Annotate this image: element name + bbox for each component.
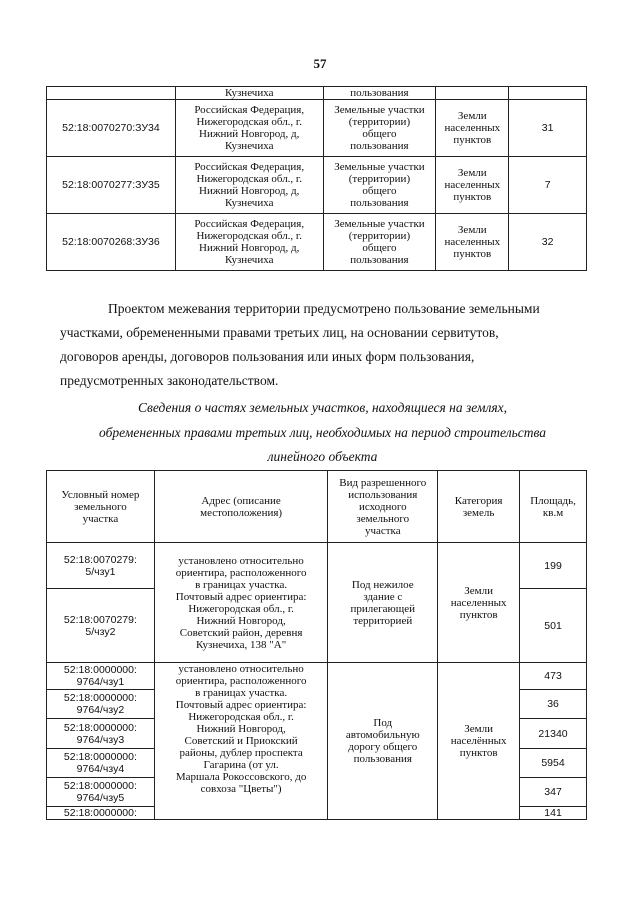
cell-cadastral-number: 52:18:0070268:ЗУ36 xyxy=(47,214,176,271)
cell-area: 141 xyxy=(520,807,587,820)
cell-address: Российская Федерация, Нижегородская обл., г. Нижний Новгород, д, Кузнечиха xyxy=(175,214,323,271)
cell-cadastral-number: 52:18:0000000: 9764/чзу1 xyxy=(47,663,155,690)
paragraph-line: Проектом межевания территории предусмотрено пользование земельными xyxy=(108,301,540,316)
header-land-category: Категория земель xyxy=(438,471,520,543)
cell-land-category: Земли населенных пунктов xyxy=(436,214,509,271)
cell-area: 501 xyxy=(520,589,587,663)
cell-permitted-use: пользования xyxy=(323,87,436,100)
cell-land-category: Земли населённых пунктов xyxy=(438,663,520,820)
cell-area: 347 xyxy=(520,778,587,807)
caption-line: линейного объекта xyxy=(267,449,378,464)
table-row xyxy=(47,157,587,214)
cell-cadastral-number: 52:18:0070270:ЗУ34 xyxy=(47,100,176,157)
cell-cadastral-number: 52:18:0000000: 9764/чзу3 xyxy=(47,719,155,749)
cell-permitted-use: Под нежилое здание с прилегающей территорией xyxy=(328,543,438,663)
cell-cadastral-number: 52:18:0000000: 9764/чзу5 xyxy=(47,778,155,807)
page-number: 57 xyxy=(313,56,327,71)
paragraph-line: предусмотренных законодательством. xyxy=(60,373,279,388)
cell-cadastral-number: 52:18:0070277:ЗУ35 xyxy=(47,157,176,214)
land-plots-table xyxy=(46,86,587,271)
cell-permitted-use: Под автомобильную дорогу общего пользования xyxy=(328,663,438,820)
cell-area: 473 xyxy=(520,663,587,690)
cell-area: 31 xyxy=(509,100,587,157)
cell-area: 199 xyxy=(520,543,587,589)
cell-area: 7 xyxy=(509,157,587,214)
paragraph-line: договоров аренды, договоров пользования или иных форм пользования, xyxy=(60,349,475,364)
cell-address: установлено относительно ориентира, расположенного в границах участка. Почтовый адрес ориентира: Нижегородская обл., г. Нижний Новгород, Советский район, деревня Кузнечиха, 138 "А" xyxy=(154,543,328,663)
cell-cadastral-number: 52:18:0000000: 9764/чзу4 xyxy=(47,749,155,778)
cell-address: Кузнечиха xyxy=(175,87,323,100)
paragraph-line: участками, обремененными правами третьих лиц, на основании сервитутов, xyxy=(60,325,499,340)
plot-parts-table xyxy=(46,470,587,820)
cell-permitted-use: Земельные участки (территории) общего пользования xyxy=(323,100,436,157)
cell-address: Российская Федерация, Нижегородская обл., г. Нижний Новгород, д, Кузнечиха xyxy=(175,157,323,214)
cell-cadastral-number: 52:18:0000000: 9764/чзу2 xyxy=(47,690,155,719)
cell-land-category xyxy=(436,87,509,100)
table-row xyxy=(47,214,587,271)
cell-area xyxy=(509,87,587,100)
header-area: Площадь, кв.м xyxy=(520,471,587,543)
header-address: Адрес (описание местоположения) xyxy=(154,471,328,543)
header-conditional-number: Условный номер земельного участка xyxy=(47,471,155,543)
cell-address: Российская Федерация, Нижегородская обл., г. Нижний Новгород, д, Кузнечиха xyxy=(175,100,323,157)
caption-line: Сведения о частях земельных участков, находящиеся на землях, xyxy=(137,400,508,415)
cell-land-category: Земли населенных пунктов xyxy=(436,100,509,157)
body-paragraph xyxy=(60,297,585,393)
table-row xyxy=(47,100,587,157)
cell-address: установлено относительно ориентира, расположенного в границах участка. Почтовый адрес ориентира: Нижегородская обл., г. Нижний Новгород, Советский и Приокский районы, дублер проспекта Гагарина (от ул. Маршала Рокоссовского, до совхоза "Цветы") xyxy=(154,663,328,820)
cell-permitted-use: Земельные участки (территории) общего пользования xyxy=(323,157,436,214)
header-permitted-use: Вид разрешенного использования исходного земельного участка xyxy=(328,471,438,543)
cell-area: 21340 xyxy=(520,719,587,749)
cell-land-category: Земли населенных пунктов xyxy=(436,157,509,214)
table-row xyxy=(47,87,587,100)
cell-area: 36 xyxy=(520,690,587,719)
cell-area: 32 xyxy=(509,214,587,271)
table-caption xyxy=(60,396,585,470)
cell-cadastral-number: 52:18:0070279: 5/чзу1 xyxy=(47,543,155,589)
cell-cadastral-number xyxy=(47,87,176,100)
cell-area: 5954 xyxy=(520,749,587,778)
cell-land-category: Земли населенных пунктов xyxy=(438,543,520,663)
cell-cadastral-number: 52:18:0070279: 5/чзу2 xyxy=(47,589,155,663)
cell-permitted-use: Земельные участки (территории) общего пользования xyxy=(323,214,436,271)
cell-cadastral-number: 52:18:0000000: xyxy=(47,807,155,820)
caption-line: обремененных правами третьих лиц, необходимых на период строительства xyxy=(99,424,546,440)
